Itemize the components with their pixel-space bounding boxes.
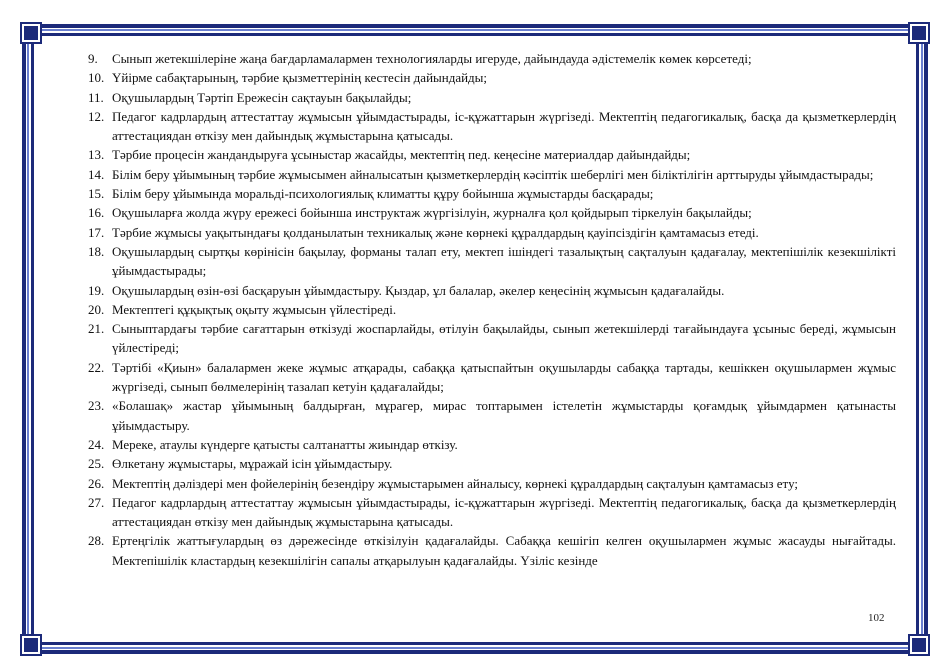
list-item-number: 12. <box>88 108 105 124</box>
list-item-number: 14. <box>88 166 105 182</box>
list-item <box>88 493 896 532</box>
list-item-text: Оқушылардың Тәртіп Ережесін сақтауын бақылайды; <box>112 89 412 105</box>
list-item-number: 28. <box>88 533 105 549</box>
list-item <box>88 242 896 281</box>
list-item-text: Өлкетану жұмыстары, мұражай ісін ұйымдастыру. <box>112 456 393 472</box>
corner-ornament-bottom-right <box>910 636 928 654</box>
list-item-text: Білім беру ұйымында моральді-психологиялық климатты құру бойынша жұмыстарды басқарады; <box>112 186 654 202</box>
list-item-number: 25. <box>88 456 105 472</box>
list-item-text: Тәрбие процесін жандандыруға ұсыныстар жасайды, мектептің пед. кеңесіне материалдар дайындайды; <box>112 147 691 163</box>
list-item-number: 16. <box>88 205 105 221</box>
list-item <box>88 435 896 454</box>
list-item-number: 22. <box>88 359 105 375</box>
list-item-number: 10. <box>88 70 105 86</box>
list-item-text: Педагог кадрлардың аттестаттау жұмысын ұйымдастырады, іс-құжаттарын жүргізеді. Мектептің педагогикалық, басқа да қызметкерлердің аттестациядан өткізу мен дайындық жұмыстарына қатысады. <box>112 108 896 144</box>
list-item-text: «Болашақ» жастар ұйымының балдырған, мұрагер, мирас топтарымен істелетін жұмыстарды қоғамдық ұйымдармен қатынасты ұйымдастыру. <box>112 398 896 433</box>
list-item <box>88 396 896 435</box>
page-number: 102 <box>868 612 885 624</box>
list-item-text: Мектептің дәліздері мен фойелерінің безендіру жұмыстарымен айналысу, көрнекі құралдардың сақталуын қамтамасыз ету; <box>112 475 799 491</box>
list-item-number: 23. <box>88 398 108 414</box>
list-item-number: 19. <box>88 282 105 298</box>
list-item <box>88 165 896 184</box>
list-item-number: 17. <box>88 224 105 240</box>
list-item <box>88 358 896 397</box>
list-item <box>88 49 896 68</box>
list-item <box>88 88 896 107</box>
list-item-text: Оқушыларға жолда жүру ережесі бойынша инструктаж жүргізілуін, журналға қол қойдырып тіркелуін бақылайды; <box>112 205 752 221</box>
list-item-text: Оқушылардың сыртқы көрінісін бақылау, форманы талап ету, мектеп ішіндегі тазалықтың сақталуын қадағалау, мектепішілік кезекшілікті ұйымдастырады; <box>112 243 896 279</box>
list-item-text: Үйірме сабақтарының, тәрбие қызметтерінің кестесін дайындайды; <box>112 70 488 86</box>
list-item-text: Тәртібі «Қиын» балалармен жеке жұмыс атқарады, сабаққа қатыспайтын оқушыларды сабаққа тартады, кешіккен оқушылармен жұмыс жүргізеді, сынып бөлмелерінің тазалап кетуін қадағалайды; <box>112 359 896 395</box>
corner-ornament-top-left <box>22 24 40 42</box>
list-item-number: 13. <box>88 147 105 163</box>
list-item-number: 9. <box>88 51 101 66</box>
list-item <box>88 474 896 493</box>
list-item <box>88 281 896 300</box>
list-item-text: Сынып жетекшілеріне жаңа бағдарламалармен технологияларды игеруде, дайындауда әдістемелік көмек көрсетеді; <box>112 51 752 66</box>
list-item <box>88 107 896 146</box>
list-item-number: 26. <box>88 475 105 491</box>
corner-ornament-top-right <box>910 24 928 42</box>
list-item-number: 11. <box>88 89 104 105</box>
list-item-number: 18. <box>88 243 105 259</box>
list-item-number: 24. <box>88 436 105 452</box>
list-item-text: Педагог кадрлардың аттестаттау жұмысын ұйымдастырады, іс-құжаттарын жүргізеді. Мектептің педагогикалық, басқа да қызметкерлердің аттестациядан өткізу мен дайындық жұмыстарына қатысады. <box>112 494 896 530</box>
list-item-text: Білім беру ұйымының тәрбие жұмысымен айналысатын қызметкерлердің кәсіптік шеберлігі мен біліктілігін арттыруды ұйымдастырады; <box>112 166 874 182</box>
list-item-text: Мереке, атаулы күндерге қатысты салтанатты жиындар өткізу. <box>112 436 458 452</box>
list-item <box>88 184 896 203</box>
list-item-text: Оқушылардың өзін-өзі басқаруын ұйымдастыру. Қыздар, ұл балалар, әкелер кеңесінің жұмысын қадағалайды. <box>112 282 725 298</box>
list-item <box>88 454 896 473</box>
list-item <box>88 319 896 358</box>
list-item-text: Сыныптардағы тәрбие сағаттарын өткізуді жоспарлайды, өтілуін бақылайды, сынып жетекшілерді тағайындауға ұсыныс береді, жұмысын үйлестіреді; <box>112 321 896 356</box>
list-item-number: 21. <box>88 321 105 337</box>
list-item <box>88 223 896 242</box>
corner-ornament-bottom-left <box>22 636 40 654</box>
document-body <box>88 49 896 611</box>
list-item <box>88 68 896 87</box>
list-item-number: 20. <box>88 301 105 317</box>
list-item <box>88 145 896 164</box>
list-item-text: Тәрбие жұмысы уақытындағы қолданылатын техникалық және көрнекі құралдардың қауіпсіздігін қамтамасыз етеді. <box>112 224 759 240</box>
list-item <box>88 203 896 222</box>
list-item <box>88 300 896 319</box>
list-item-text: Ертеңгілік жаттығулардың өз дәрежесінде өткізілуін қадағалайды. Сабаққа кешігіп келген оқушылармен жұмыс жасауды нығайтады. Мектепішілік кластардың кезекшілігін сапалы атқарылуын қадағалайды. Үзіліс кезінде <box>112 533 896 568</box>
list-item <box>88 531 896 570</box>
list-item-number: 15. <box>88 186 105 202</box>
list-item-number: 27. <box>88 494 105 510</box>
list-item-text: Мектептегі құқықтық оқыту жұмысын үйлестіреді. <box>112 301 397 317</box>
